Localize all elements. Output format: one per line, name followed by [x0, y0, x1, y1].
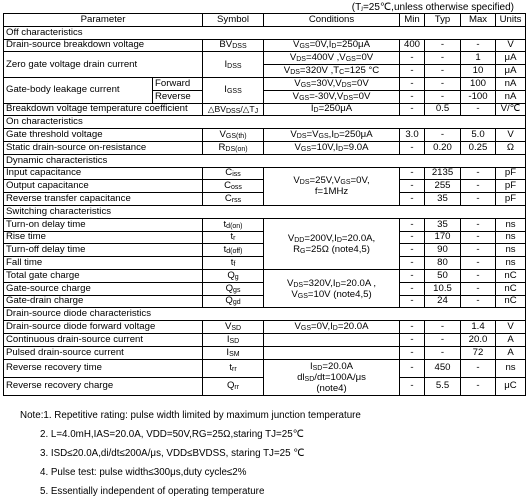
col-symbol: Symbol [203, 14, 264, 27]
table-row: Turn-off delay time $t_{d(off)}$ - 90 - ns [4, 244, 526, 257]
section-off: Off characteristics [4, 26, 526, 39]
col-typ: Typ [425, 14, 461, 27]
col-units: Units [496, 14, 526, 27]
table-row: Reverse $V_{GS}=-30V,V_{DS}=0V$ - - -100 nA [4, 90, 526, 103]
section-switching: Switching characteristics [4, 205, 526, 218]
notes-block [20, 406, 361, 501]
table-row: Static drain-source on-resistance $R_{DS(on)}$ $V_{GS}=10V,I_D=9.0A$ - 0.20 0.25 Ω [4, 141, 526, 154]
table-row: Zero gate voltage drain current $I_{DSS}$ $V_{DS}=400V$ $,V_{GS}=0V$ - - 1 μA [4, 52, 526, 65]
table-row: Fall time $t_f$ - 80 - ns [4, 257, 526, 270]
table-row: Output capacitance $C_{oss}$ - 255 - pF [4, 180, 526, 193]
col-max: Max [461, 14, 496, 27]
note-3: 3. ISD≤20.0A,di/dt≤200A/μs, VDD≤BVDSS, staring TJ=25 ℃ [40, 448, 305, 459]
header-row [4, 14, 526, 27]
section-dynamic: Dynamic characteristics [4, 154, 526, 167]
table-row: Reverse transfer capacitance $C_{rss}$ - 35 - pF [4, 193, 526, 206]
table-row: Drain-source diode forward voltage $V_{SD}$ $V_{GS}=0V,I_D=20.0A$ - - 1.4 V [4, 321, 526, 334]
test-condition-header: (Tⱼ=25℃,unless otherwise specified) [351, 2, 514, 13]
table-row: Pulsed drain-source current $I_{SM}$ - - 72 A [4, 346, 526, 359]
table-row: Drain-source breakdown voltage $BV_{DSS}$ $V_{GS}=0V,I_D=250\mu A$ 400 - - V [4, 39, 526, 52]
table-row: Reverse recovery charge $Q_{rr}$ - 5.5 - μC [4, 377, 526, 395]
note-5: 5. Essentially independent of operating temperature [40, 486, 265, 497]
note-2: 2. L=4.0mH,IAS=20.0A, VDD=50V,RG=25Ω,staring TJ=25℃ [40, 429, 304, 440]
table-row: Reverse recovery time $t_{rr}$ $I_{SD}=20.0A$ $dl_{SD}/dt=100A/\mu s$ (note4) - 450 - ns [4, 359, 526, 377]
table-row: Rise time $t_r$ - 170 - ns [4, 231, 526, 244]
table-row: Gate threshold voltage $V_{GS(th)}$ $V_{DS}=V_{GS},I_D=250\mu A$ 3.0 - 5.0 V [4, 129, 526, 142]
col-min: Min [400, 14, 425, 27]
table-row: Turn-on delay time $t_{d(on)}$ $V_{DD}=200V,I_D=20.0A$, $R_G=25\Omega$ (note4,5) - 35 - ns [4, 218, 526, 231]
table-row: Total gate charge $Q_g$ $V_{DS}=320V,I_D=20.0A$ , $V_{GS}=10V$ (note4,5) - 50 - nC [4, 269, 526, 282]
table-row: Input capacitance $C_{iss}$ $V_{DS}=25V,V_{GS}=0V$, f=1MHz - 2135 - pF [4, 167, 526, 180]
col-conditions: Conditions [264, 14, 400, 27]
table-row: Breakdown voltage temperature coefficient $\triangle BV_{DSS}/\triangle T_J$ $I_D=250\mu A$ - 0.5 - V/℃ [4, 103, 526, 116]
table-row: Gate-drain charge $Q_{gd}$ - 24 - nC [4, 295, 526, 308]
col-parameter: Parameter [4, 14, 203, 27]
table-row: Gate-body leakage current Forward $I_{GSS}$ $V_{GS}=30V,V_{DS}=0V$ - - 100 nA [4, 77, 526, 90]
table-row: $V_{DS}=320V$ $,T_C=125$ °C - - 10 μA [4, 65, 526, 78]
section-diode: Drain-source diode characteristics [4, 308, 526, 321]
table-row: Continuous drain-source current $I_{SD}$ - - 20.0 A [4, 333, 526, 346]
section-on: On characteristics [4, 116, 526, 129]
note-4: 4. Pulse test: pulse width≤300μs,duty cycle≤2% [40, 467, 247, 478]
electrical-characteristics-table [3, 13, 526, 396]
table-row: Gate-source charge $Q_{gs}$ - 10.5 - nC [4, 282, 526, 295]
note-1: Note:1. Repetitive rating: pulse width limited by maximum junction temperature [20, 410, 361, 421]
